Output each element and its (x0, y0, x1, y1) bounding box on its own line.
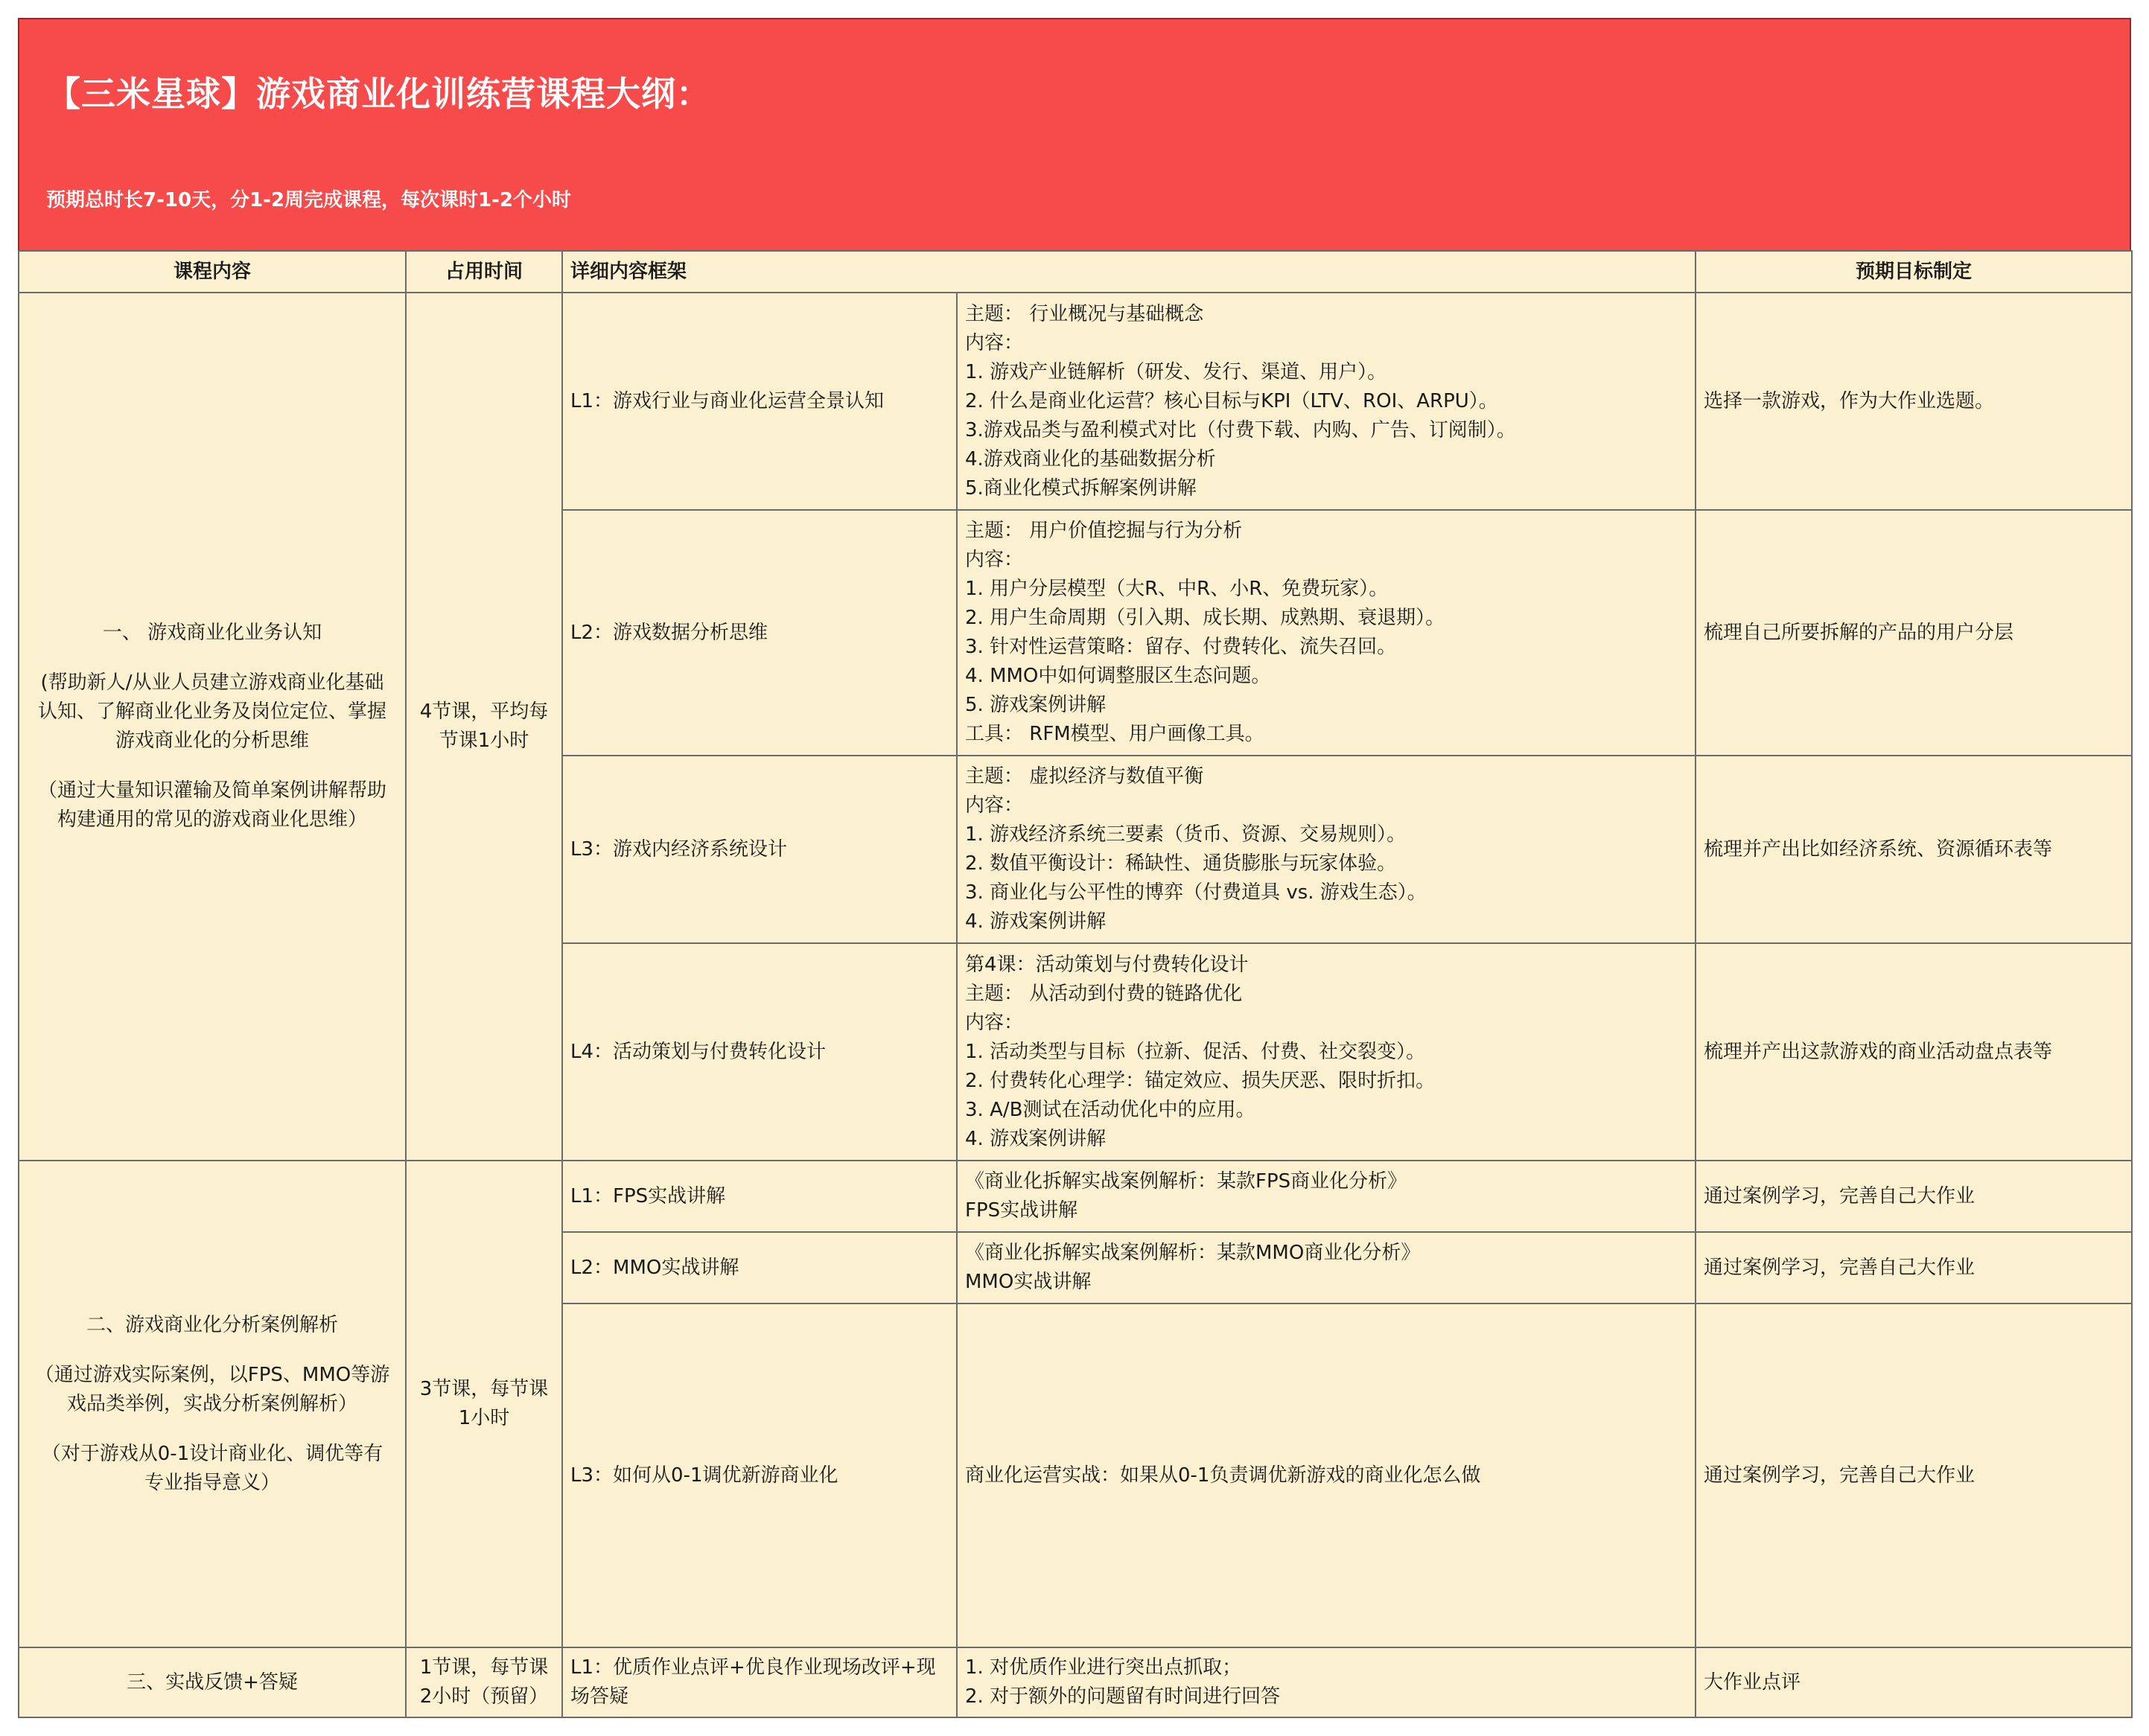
syllabus-table (18, 250, 2133, 1718)
lesson-details (957, 1303, 1696, 1647)
detail-line: 主题： 用户价值挖掘与行为分析 (965, 520, 1243, 542)
detail-line: 1. 对优质作业进行突出点抓取； (965, 1656, 1242, 1679)
detail-line: 2. 对于额外的问题留有时间进行回答 (965, 1685, 1281, 1708)
detail-line: 4.游戏商业化的基础数据分析 (965, 447, 1216, 470)
detail-line: 主题： 行业概况与基础概念 (965, 302, 1204, 325)
module-title: 二、游戏商业化分析案例解析 (86, 1313, 338, 1336)
detail-line: 3.游戏品类与盈利模式对比（付费下载、内购、广告、订阅制）。 (965, 418, 1516, 441)
detail-line: 4. 游戏案例讲解 (965, 910, 1107, 933)
module-title: 一、 游戏商业化业务认知 (102, 622, 322, 644)
module-3-time: 1节课，每节课2小时（预留） (406, 1647, 562, 1717)
module-3-cell (19, 1647, 406, 1717)
detail-line: 内容： (965, 331, 1024, 354)
table-row (19, 1647, 2132, 1717)
table-header-row (19, 251, 2132, 293)
detail-line: 3. 商业化与公平性的博弈（付费道具 vs. 游戏生态）。 (965, 881, 1427, 904)
table-row (19, 293, 2132, 510)
syllabus-sheet (18, 18, 2131, 1718)
lesson-goal: 梳理并产出这款游戏的商业活动盘点表等 (1696, 943, 2132, 1161)
table-row (19, 1161, 2132, 1232)
module-description: (帮助新人/从业人员建立游戏商业化基础认知、了解商业化业务及岗位定位、掌握游戏商业化的分析思维 (37, 671, 386, 752)
module-2-time: 3节课，每节课1小时 (406, 1161, 562, 1647)
lesson-details (957, 1232, 1696, 1303)
lesson-details (957, 1647, 1696, 1717)
module-note: （通过大量知识灌输及简单案例讲解帮助构建通用的常见的游戏商业化思维） (37, 779, 386, 831)
lesson-goal: 梳理并产出比如经济系统、资源循环表等 (1696, 756, 2132, 943)
detail-line: 1. 游戏经济系统三要素（货币、资源、交易规则）。 (965, 823, 1407, 846)
detail-line: 2. 数值平衡设计：稀缺性、通货膨胀与玩家体验。 (965, 852, 1397, 875)
detail-line: 《商业化拆解实战案例解析：某款FPS商业化分析》 (965, 1170, 1407, 1193)
lesson-name: L3：如何从0-1调优新游商业化 (562, 1303, 957, 1647)
lesson-name: L1：游戏行业与商业化运营全景认知 (562, 293, 957, 510)
detail-line: 工具： RFM模型、用户画像工具。 (965, 723, 1264, 745)
detail-line: 内容： (965, 1011, 1024, 1034)
lesson-name: L1：FPS实战讲解 (562, 1161, 957, 1232)
lesson-name: L3：游戏内经济系统设计 (562, 756, 957, 943)
detail-line: 1. 用户分层模型（大R、中R、小R、免费玩家）。 (965, 578, 1389, 600)
detail-line: 5. 游戏案例讲解 (965, 694, 1107, 716)
lesson-name: L2：MMO实战讲解 (562, 1232, 957, 1303)
column-header-goal: 预期目标制定 (1696, 251, 2132, 293)
lesson-goal: 大作业点评 (1696, 1647, 2132, 1717)
detail-line: 商业化运营实战：如果从0-1负责调优新游戏的商业化怎么做 (965, 1464, 1481, 1487)
column-header-time: 占用时间 (406, 251, 562, 293)
detail-line: 《商业化拆解实战案例解析：某款MMO商业化分析》 (965, 1242, 1421, 1264)
detail-line: 3. 针对性运营策略：留存、付费转化、流失召回。 (965, 636, 1397, 658)
lesson-details (957, 510, 1696, 756)
detail-line: 主题： 从活动到付费的链路优化 (965, 982, 1243, 1005)
detail-line: 2. 付费转化心理学：锚定效应、损失厌恶、限时折扣。 (965, 1069, 1436, 1092)
module-description: （通过游戏实际案例，以FPS、MMO等游戏品类举例，实战分析案例解析） (34, 1363, 390, 1415)
column-header-content: 课程内容 (19, 251, 406, 293)
detail-line: 4. 游戏案例讲解 (965, 1127, 1107, 1150)
page-title: 【三米星球】游戏商业化训练营课程大纲： (46, 74, 711, 114)
module-note: （对于游戏从0-1设计商业化、调优等有专业指导意义） (41, 1442, 383, 1494)
detail-line: 4. MMO中如何调整服区生态问题。 (965, 665, 1271, 687)
detail-line: 内容： (965, 794, 1024, 817)
detail-line: MMO实战讲解 (965, 1271, 1092, 1293)
lesson-goal: 选择一款游戏，作为大作业选题。 (1696, 293, 2132, 510)
detail-line: 主题： 虚拟经济与数值平衡 (965, 765, 1204, 788)
column-header-framework: 详细内容框架 (562, 251, 1696, 293)
detail-line: 2. 用户生命周期（引入期、成长期、成熟期、衰退期）。 (965, 607, 1445, 629)
detail-line: 1. 活动类型与目标（拉新、促活、付费、社交裂变）。 (965, 1040, 1426, 1063)
lesson-details (957, 293, 1696, 510)
lesson-goal: 通过案例学习，完善自己大作业 (1696, 1232, 2132, 1303)
lesson-goal: 通过案例学习，完善自己大作业 (1696, 1161, 2132, 1232)
lesson-name: L4：活动策划与付费转化设计 (562, 943, 957, 1161)
detail-line: FPS实战讲解 (965, 1199, 1078, 1222)
detail-line: 1. 游戏产业链解析（研发、发行、渠道、用户）。 (965, 360, 1387, 383)
detail-line: 内容： (965, 549, 1024, 571)
lesson-details (957, 943, 1696, 1161)
detail-line: 第4课：活动策划与付费转化设计 (965, 953, 1249, 976)
module-1-time: 4节课，平均每节课1小时 (406, 293, 562, 1161)
lesson-name: L2：游戏数据分析思维 (562, 510, 957, 756)
detail-line: 2. 什么是商业化运营？核心目标与KPI（LTV、ROI、ARPU）。 (965, 389, 1498, 412)
detail-line: 5.商业化模式拆解案例讲解 (965, 476, 1197, 500)
header-banner (18, 18, 2131, 250)
lesson-goal: 通过案例学习，完善自己大作业 (1696, 1303, 2132, 1647)
lesson-details (957, 756, 1696, 943)
module-title: 三、实战反馈+答疑 (127, 1670, 298, 1694)
lesson-name: L1：优质作业点评+优良作业现场改评+现场答疑 (562, 1647, 957, 1717)
module-2-cell (19, 1161, 406, 1647)
lesson-goal: 梳理自己所要拆解的产品的用户分层 (1696, 510, 2132, 756)
detail-line: 3. A/B测试在活动优化中的应用。 (965, 1098, 1255, 1121)
page-subtitle: 预期总时长7-10天，分1-2周完成课程，每次课时1-2个小时 (46, 189, 572, 211)
lesson-details (957, 1161, 1696, 1232)
module-1-cell (19, 293, 406, 1161)
